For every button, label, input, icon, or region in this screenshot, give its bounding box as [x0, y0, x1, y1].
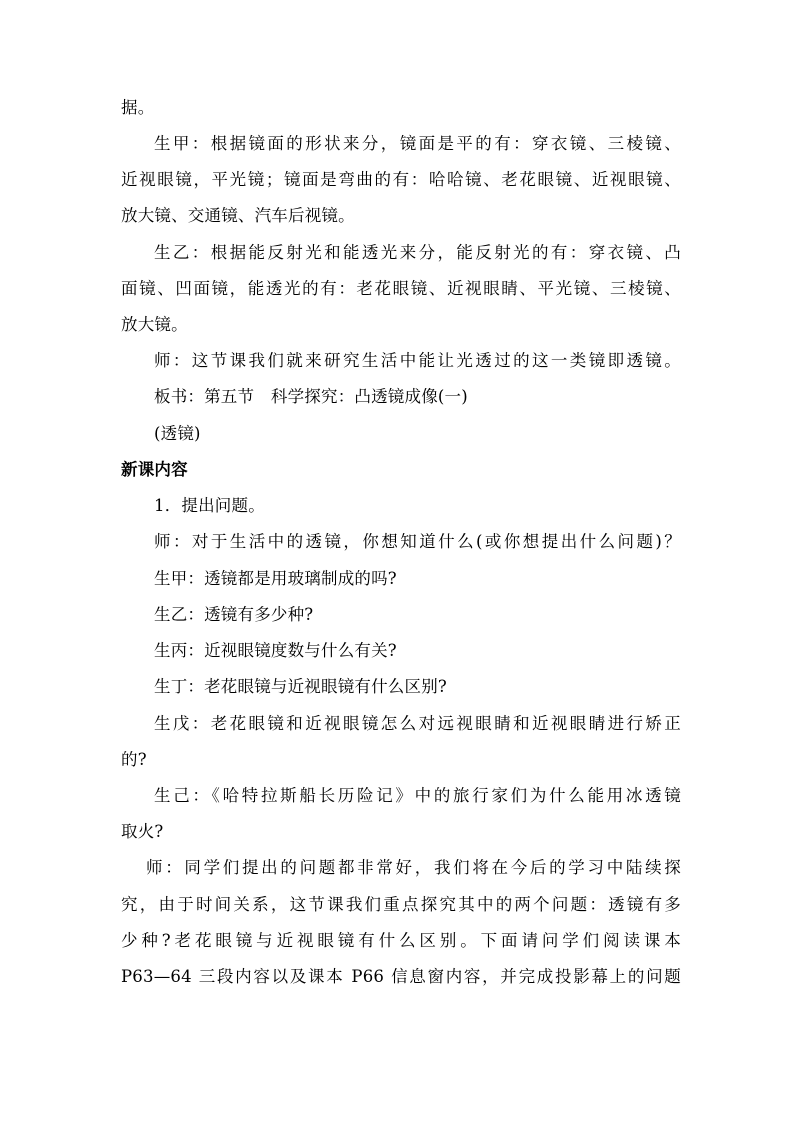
- text-line: 生己：《哈特拉斯船长历险记》中的旅行家们为什么能用冰透镜: [154, 786, 681, 805]
- text-line: 生乙：透镜有多少种?: [154, 605, 314, 624]
- text-line: 取火?: [121, 822, 164, 841]
- text-line: 的?: [121, 750, 147, 769]
- text-line: 近视眼镜，平光镜；镜面是弯曲的有：哈哈镜、老花眼镜、近视眼镜、: [121, 170, 681, 189]
- text-line: P63—64 三段内容以及课本 P66 信息窗内容，并完成投影幕上的问题: [121, 967, 681, 986]
- text-line: 生丁：老花眼镜与近视眼镜有什么区别?: [154, 677, 447, 696]
- text-line: 生丙：近视眼镜度数与什么有关?: [154, 641, 397, 660]
- text-line: 少种?老花眼镜与近视眼镜有什么区别。下面请问学们阅读课本: [121, 931, 681, 950]
- text-line: 面镜、凹面镜，能透光的有：老花眼镜、近视眼睛、平光镜、三棱镜、: [121, 279, 681, 298]
- section-heading: 新课内容: [121, 460, 188, 479]
- text-line: 师：对于生活中的透镜，你想知道什么(或你想提出什么问题)？: [154, 532, 681, 551]
- text-line: 板书：第五节 科学探究：凸透镜成像(一): [154, 387, 468, 406]
- text-line: 生乙：根据能反射光和能透光来分，能反射光的有：穿衣镜、凸: [154, 243, 681, 262]
- text-line: 生戊：老花眼镜和近视眼镜怎么对远视眼睛和近视眼睛进行矫正: [154, 714, 681, 733]
- text-line: 师：同学们提出的问题都非常好，我们将在今后的学习中陆续探: [146, 858, 681, 877]
- text-line: 生甲：透镜都是用玻璃制成的吗?: [154, 569, 397, 588]
- text-line: 放大镜、交通镜、汽车后视镜。: [121, 206, 355, 225]
- text-line: 放大镜。: [121, 315, 188, 334]
- text-line: 师：这节课我们就来研究生活中能让光透过的这一类镜即透镜。: [154, 351, 681, 370]
- text-line: 据。: [121, 98, 155, 117]
- text-line: (透镜): [154, 424, 201, 443]
- text-line: 究，由于时间关系，这节课我们重点探究其中的两个问题：透镜有多: [121, 895, 681, 914]
- text-line: 1．提出问题。: [154, 496, 265, 515]
- text-line: 生甲：根据镜面的形状来分，镜面是平的有：穿衣镜、三棱镜、: [154, 134, 681, 153]
